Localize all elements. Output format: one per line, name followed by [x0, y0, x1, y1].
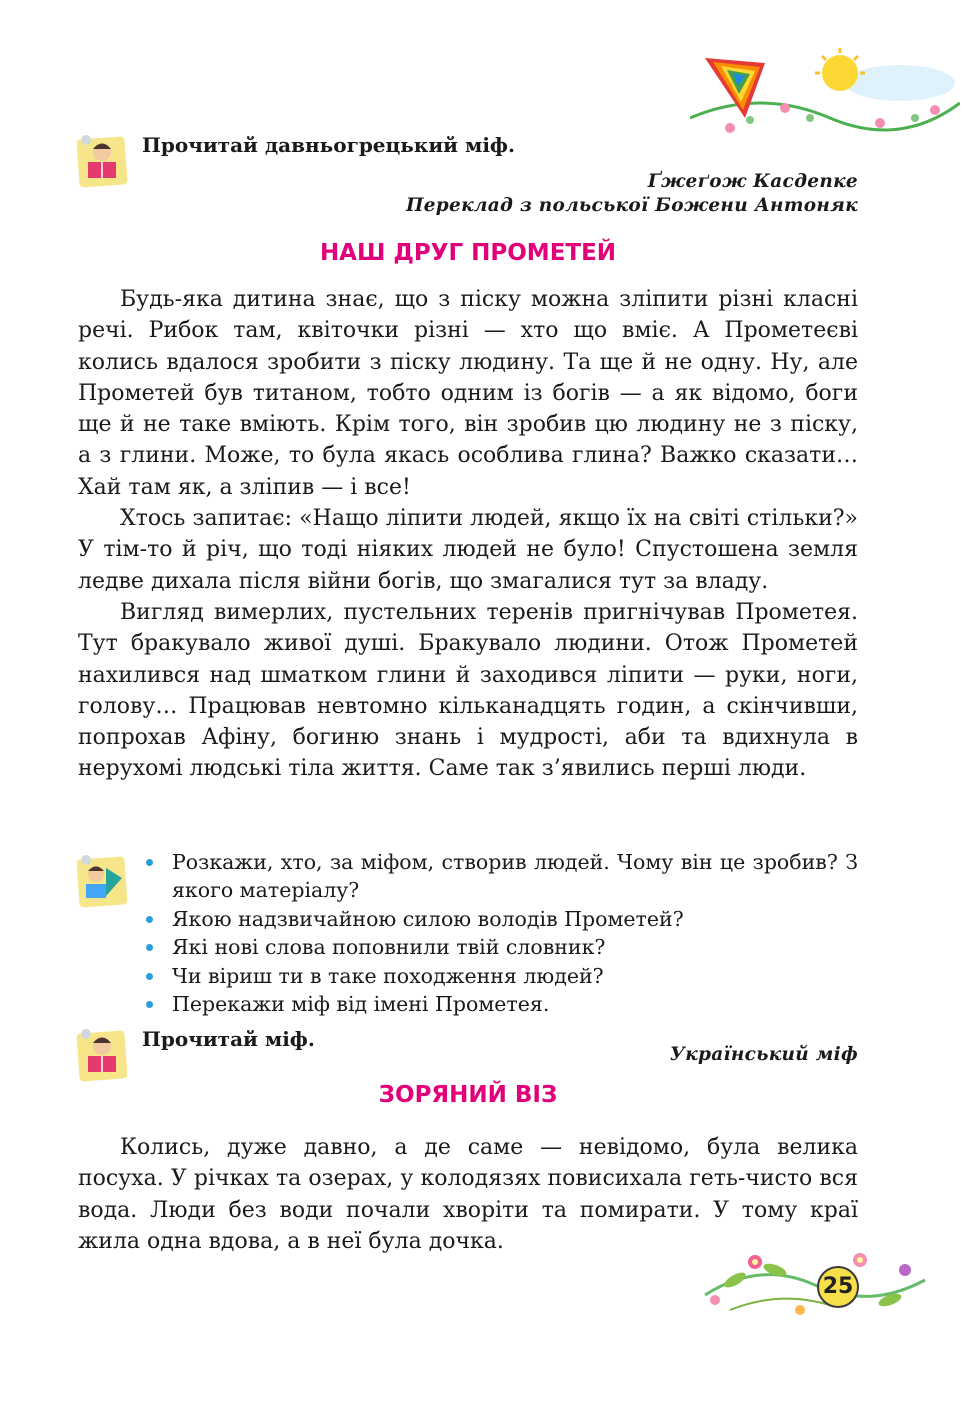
question-item: Якою надзвичайною силою володів Прометей?: [142, 905, 858, 933]
instruction-read-greek-myth: Прочитай давньогрецький міф.: [142, 133, 515, 157]
rainbow-sun-decoration: [690, 48, 960, 148]
question-item: Розкажи, хто, за міфом, створив людей. Чому він це зробив? З якого матеріалу?: [142, 848, 858, 905]
instruction-read-myth: Прочитай міф.: [142, 1027, 315, 1051]
reading-child-icon: [76, 1026, 128, 1082]
author-name: Ґжеґож Касдепке: [647, 171, 858, 192]
translator-credit: Переклад з польської Божени Антоняк: [405, 195, 858, 216]
question-item: Перекажи міф від імені Прометея.: [142, 990, 858, 1018]
questions-list: [142, 848, 858, 1018]
story-text-star-wagon: [78, 1132, 858, 1257]
floral-decoration: [700, 1240, 930, 1325]
myth-source: Український міф: [669, 1044, 858, 1065]
question-item: Які нові слова поповнили твій словник?: [142, 933, 858, 961]
page-number: 25: [817, 1266, 859, 1308]
questions-icon: [76, 852, 128, 908]
story-paragraph: Вигляд вимерлих, пустельних теренів пригнічував Прометея. Тут бракувало живої душі. Бракувало людини. Отож Прометей нахилився над шматком глини й заходився ліпити — руки, ноги, голову… Працював невтомно кільканадцять годин, а скінчивши, попрохав Афіну, богиню знань і мудрості, аби та вдихнула в нерухомі людські тіла життя. Саме так з’явились перші люди.: [78, 599, 858, 782]
reading-child-icon: [76, 132, 128, 188]
question-item: Чи віриш ти в таке походження людей?: [142, 962, 858, 990]
story-paragraph: Хтось запитає: «Нащо ліпити людей, якщо їх на світі стільки?» У тім-то й річ, що тоді ніяких людей не було! Спустошена земля ледве дихала після війни богів, що змагалися тут за владу.: [78, 506, 858, 594]
story-paragraph: Будь-яка дитина знає, що з піску можна зліпити різні класні речі. Рибок там, квіточки різні — хто що вміє. А Прометеєві колись вдалося зробити з піску людину. Та ще й не одну. Ну, але Прометей був титаном, тобто одним із богів — а як відомо, боги ще й не таке вміють. Крім того, він зробив цю людину не з піску, а з глини. Може, то була якась особлива глина? Важко сказати… Хай там як, а зліпив — і все!: [78, 287, 858, 500]
story-paragraph: Колись, дуже давно, а де саме — невідомо, була велика посуха. У річках та озерах, у колодязях повисихала геть-чисто вся вода. Люди без води почали хворіти та помирати. У тому краї жила одна вдова, а в неї була дочка.: [78, 1135, 858, 1254]
story-text-prometheus: [78, 284, 858, 785]
story-title-star-wagon: ЗОРЯНИЙ ВІЗ: [378, 1082, 558, 1108]
story-title-prometheus: НАШ ДРУГ ПРОМЕТЕЙ: [319, 240, 617, 266]
